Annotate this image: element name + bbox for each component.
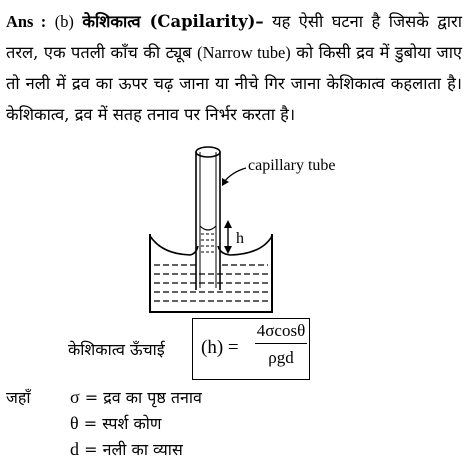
formula-lhs: (h) = — [201, 337, 239, 358]
height-arrow — [224, 220, 232, 254]
where-label: जहाँ — [6, 388, 31, 407]
definition-text: = स्पर्श कोण — [78, 414, 162, 433]
definition-sigma — [70, 386, 202, 408]
definition-symbol: d — [70, 439, 79, 459]
answer-part: (b) — [54, 12, 74, 31]
liquid-surface-right — [218, 236, 272, 255]
tube-label: capillary tube — [248, 157, 336, 174]
capillary-tube — [196, 147, 220, 290]
liquid-fill — [154, 265, 268, 301]
formula-label: केशिकात्व ऊँचाई — [68, 340, 165, 359]
capillary-diagram — [0, 140, 467, 316]
answer-text-2: को किसी द्रव में डुबोया जाए तो नली में द्रव का ऊपर चढ़ जाना या नीचे गिर जाना केशिकात्व कहलाता है। केशिकात्व, द्रव में सतह तनाव पर निर्भर करता है। — [6, 43, 462, 124]
definition-symbol: σ — [70, 387, 80, 407]
height-label: h — [236, 230, 244, 247]
label-pointer-head — [222, 178, 229, 186]
formula-numerator: 4σcosθ — [255, 321, 307, 344]
formula-fraction — [255, 321, 307, 368]
definition-d — [70, 438, 183, 460]
answer-term: केशिकात्व (Capilarity)– — [82, 12, 264, 31]
definition-theta — [70, 412, 161, 434]
formula-box — [192, 318, 310, 380]
answer-paragraph — [6, 6, 462, 130]
answer-text-1: यह ऐसी घटना है जिसके द्वारा तरल, एक पतली काँच की ट्यूब — [6, 12, 462, 62]
definition-symbol: θ — [70, 413, 79, 433]
definition-text: = नली का व्यास — [79, 440, 183, 459]
answer-en-term: (Narrow tube) — [197, 43, 291, 62]
formula-denominator: ρgd — [268, 348, 294, 367]
label-pointer — [224, 168, 246, 182]
definition-text: = द्रव का पृष्ठ तनाव — [79, 388, 202, 407]
answer-label: Ans : — [6, 12, 47, 31]
liquid-surface-left — [150, 236, 198, 255]
